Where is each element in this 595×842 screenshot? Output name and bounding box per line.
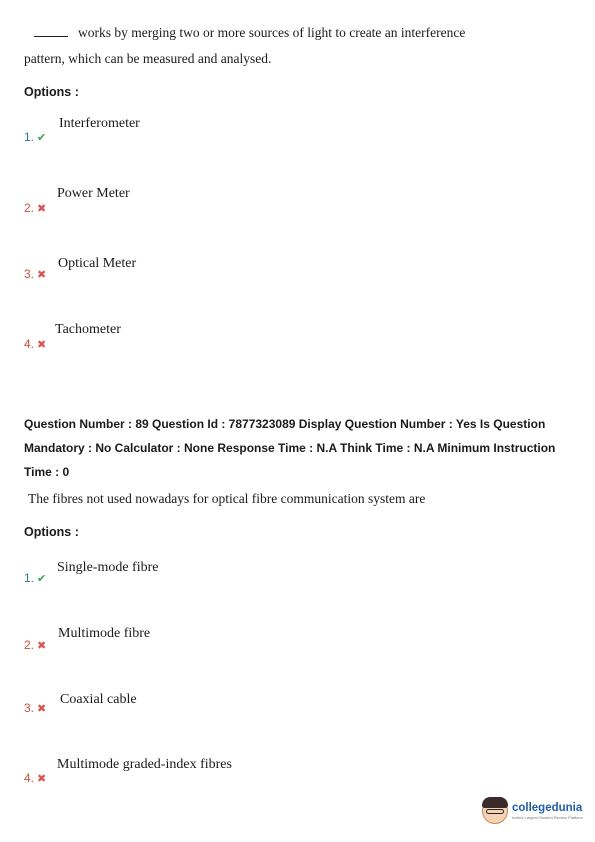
option-number: 4.	[24, 337, 35, 351]
option-4-text: Tachometer	[55, 322, 121, 337]
option-3-text: Coaxial cable	[60, 692, 137, 707]
options-heading: Options :	[24, 525, 79, 539]
option-number: 3.	[24, 267, 35, 281]
option-2-text: Multimode fibre	[58, 626, 151, 641]
options-heading: Options :	[24, 85, 79, 99]
cross-icon: ✖	[37, 339, 47, 351]
logo-name: collegedunia	[511, 802, 583, 814]
cross-icon: ✖	[37, 703, 47, 715]
fill-blank	[34, 26, 68, 37]
question-2-text: The fibres not used nowadays for optical fibre communication system are	[28, 491, 426, 506]
option-2-marker	[24, 636, 46, 654]
question-meta	[24, 412, 584, 484]
option-4-marker	[24, 335, 46, 353]
option-2-text: Power Meter	[57, 186, 130, 201]
collegedunia-logo	[482, 798, 583, 824]
option-1-text: Single-mode fibre	[57, 560, 159, 575]
option-4-marker	[24, 769, 46, 787]
option-number: 3.	[24, 701, 35, 715]
option-1-text: Interferometer	[59, 116, 140, 131]
option-1-marker	[24, 128, 46, 146]
option-number: 4.	[24, 771, 35, 785]
meta-line: Mandatory : No Calculator : None Response Time : N.A Think Time : N.A Minimum Instruction	[24, 441, 556, 455]
option-3-text: Optical Meter	[58, 256, 137, 271]
option-number: 1.	[24, 571, 35, 585]
cross-icon: ✖	[37, 773, 47, 785]
cross-icon: ✖	[37, 640, 47, 652]
option-2-marker	[24, 199, 46, 217]
option-number: 1.	[24, 130, 35, 144]
option-4-text: Multimode graded-index fibres	[57, 757, 232, 772]
meta-line: Time : 0	[24, 465, 70, 479]
check-icon: ✔	[37, 132, 47, 144]
option-3-marker	[24, 265, 46, 283]
logo-tagline: India's Largest Student Review Platform	[511, 815, 583, 820]
question-1-text-line2: pattern, which can be measured and analysed.	[24, 51, 272, 66]
question-1-text: works by merging two or more sources of light to create an interference	[34, 24, 465, 42]
cross-icon: ✖	[37, 269, 47, 281]
option-1-marker	[24, 569, 46, 587]
check-icon: ✔	[37, 573, 47, 585]
option-number: 2.	[24, 201, 35, 215]
option-3-marker	[24, 699, 46, 717]
cross-icon: ✖	[37, 203, 47, 215]
option-number: 2.	[24, 638, 35, 652]
mascot-icon	[482, 798, 508, 824]
meta-line: Question Number : 89 Question Id : 7877323089 Display Question Number : Yes Is Question	[24, 417, 546, 431]
